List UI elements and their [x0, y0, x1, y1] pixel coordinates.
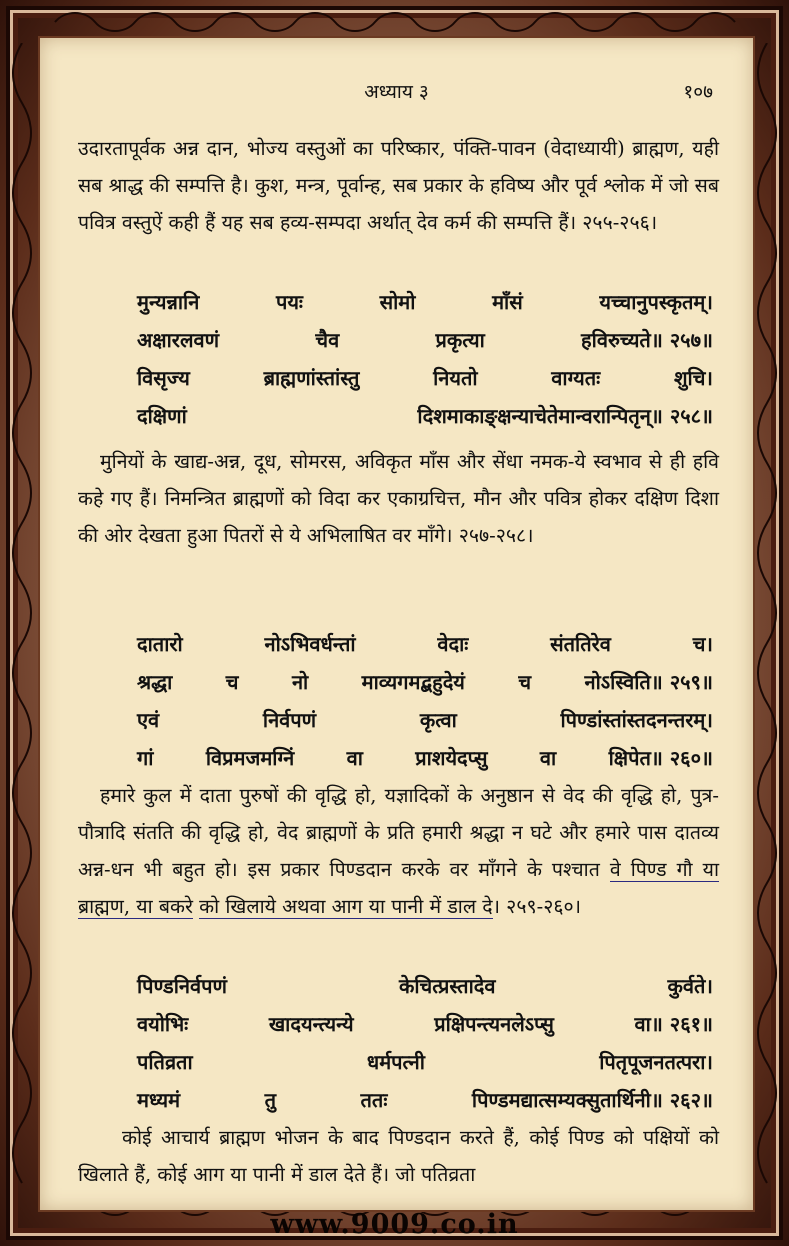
paragraph-3 — [78, 777, 719, 925]
verse-word: माव्यगमद्बहुदेयं — [361, 670, 465, 694]
verse-word: वा — [346, 746, 363, 770]
verse-word: वयोभिः — [137, 1012, 189, 1036]
verse-word: वा — [539, 746, 557, 770]
verse-line — [137, 625, 713, 663]
verse-word: यच्चानुपस्कृतम्। — [599, 290, 713, 314]
paragraph-3-text-start: हमारे कुल में दाता पुरुषों की वृद्धि हो, यज्ञादिकों के अनुष्ठान से वेद की वृद्धि हो, पुत्र-पौत्रादि संतति की वृद्धि हो, वेद ब्राह्मणों के प्रति हमारी श्रद्धा न घटे और हमारे पास दातव्य अन्न-धन भी बहुत हो। इस प्रकार पिण्डदान करके वर माँगने के पश्चात — [78, 784, 719, 881]
verse-word: दिशमाकाङ्क्षन्याचेतेमान्वरान्पितृन्॥ २५८॥ — [417, 404, 713, 428]
verse-word: च। — [692, 632, 713, 656]
verse-word: श्रद्धा — [137, 670, 173, 694]
verse-block-2 — [137, 625, 713, 777]
verse-word: नियतो — [433, 366, 478, 390]
verse-word: कुर्वते। — [667, 974, 713, 998]
page-number: १०७ — [683, 81, 713, 103]
verse-word: केचित्प्रस्तादेव — [398, 974, 496, 998]
verse-word: प्रक्षिपन्त्यनलेऽप्सु — [434, 1012, 554, 1036]
verse-line — [137, 321, 713, 359]
verse-word: प्राशयेदप्सु — [415, 746, 488, 770]
verse-word: पिण्डमद्यात्सम्यक्सुतार्थिनी॥ २६२॥ — [471, 1088, 713, 1112]
verse-line — [137, 397, 713, 435]
book-page — [38, 36, 755, 1212]
verse-block-1 — [137, 283, 713, 435]
verse-line — [137, 359, 713, 397]
verse-word: गां — [137, 746, 154, 770]
verse-word: माँसं — [492, 290, 523, 314]
verse-word: पिण्डनिर्वपणं — [137, 974, 227, 998]
verse-word: विसृज्य — [137, 366, 190, 390]
verse-block-3 — [137, 967, 713, 1119]
verse-word: पितृपूजनतत्परा। — [599, 1050, 713, 1074]
verse-line — [137, 663, 713, 701]
right-ornament — [753, 40, 781, 1206]
verse-word: सोमो — [379, 290, 416, 314]
verse-word: च — [518, 670, 532, 694]
verse-word: नोऽस्विति॥ २५९॥ — [584, 670, 713, 694]
verse-line — [137, 1043, 713, 1081]
website-footer: www.9009.co.in — [270, 1209, 519, 1240]
paragraph-1: उदारतापूर्वक अन्न दान, भोज्य वस्तुओं का परिष्कार, पंक्ति-पावन (वेदाध्यायी) ब्राह्मण, यही सब श्राद्ध की सम्पत्ति है। कुश, मन्त्र, पूर्वान्ह, सब प्रकार के हविष्य और पूर्व श्लोक में जो सब पवित्र वस्तुऐं कही हैं यह सब हव्य-सम्पदा अर्थात् देव कर्म की सम्पत्ति हैं। २५५-२५६। — [78, 137, 719, 234]
verse-word: पतिव्रता — [137, 1050, 193, 1074]
verse-word: तु — [264, 1088, 276, 1112]
paragraph-4: कोई आचार्य ब्राह्मण भोजन के बाद पिण्डदान करते हैं, कोई पिण्ड को पक्षियों को खिलाते हैं, कोई आग या पानी में डाल देते हैं। जो पतिव्रता — [78, 1126, 719, 1186]
paragraph-3-text-end: । २५९-२६०। — [492, 895, 582, 918]
verse-word: च — [225, 670, 239, 694]
verse-word: शुचि। — [673, 366, 713, 390]
verse-word: निर्वपणं — [262, 708, 317, 732]
top-ornament — [40, 8, 749, 36]
verse-word: मध्यमं — [137, 1088, 181, 1112]
verse-line — [137, 967, 713, 1005]
verse-line — [137, 283, 713, 321]
verse-word: प्रकृत्या — [435, 328, 485, 352]
verse-line — [137, 1005, 713, 1043]
verse-word: वा॥ २६१॥ — [634, 1012, 713, 1036]
underlined-phrase-1: वे पिण्ड गौ या ब्राह्मण, या बकरे — [78, 858, 719, 918]
verse-word: कृत्वा — [419, 708, 457, 732]
verse-word: ब्राह्मणांस्तांस्तु — [263, 366, 360, 390]
page-header — [40, 78, 753, 108]
verse-word: अक्षारलवणं — [137, 328, 220, 352]
paragraph-2: मुनियों के खाद्य-अन्न, दूध, सोमरस, अविकृत माँस और सेंधा नमक-ये स्वभाव से ही हवि कहे गए हैं। निमन्त्रित ब्राह्मणों को विदा कर एकाग्रचित्त, मौन और पवित्र होकर दक्षिण दिशा की ओर देखता हुआ पितरों से ये अभिलाषित वर माँगे। २५७-२५८। — [78, 450, 719, 547]
verse-word: वाग्यतः — [551, 366, 601, 390]
left-ornament — [8, 40, 36, 1206]
verse-word: वेदाः — [437, 632, 469, 656]
verse-word: पयः — [275, 290, 303, 314]
chapter-title: अध्याय ३ — [364, 81, 429, 103]
verse-word: मुन्यन्नानि — [137, 290, 200, 314]
verse-word: धर्मपत्नी — [366, 1050, 425, 1074]
verse-word: नोऽभिवर्धन्तां — [264, 632, 356, 656]
verse-line — [137, 739, 713, 777]
underlined-phrase-2: को खिलाये अथवा आग या पानी में डाल दे — [199, 895, 493, 918]
verse-word: नो — [291, 670, 309, 694]
verse-word: क्षिपेत॥ २६०॥ — [608, 746, 713, 770]
verse-word: दक्षिणां — [137, 404, 187, 428]
verse-word: विप्रमजमग्निं — [205, 746, 295, 770]
verse-word: संततिरेव — [550, 632, 611, 656]
verse-line — [137, 1081, 713, 1119]
verse-line — [137, 701, 713, 739]
verse-word: हविरुच्यते॥ २५७॥ — [581, 328, 713, 352]
verse-word: खादयन्त्यन्ये — [268, 1012, 354, 1036]
verse-word: चैव — [315, 328, 340, 352]
verse-word: दातारो — [137, 632, 183, 656]
verse-word: एवं — [137, 708, 160, 732]
verse-word: ततः — [360, 1088, 388, 1112]
verse-word: पिण्डांस्तांस्तदनन्तरम्। — [560, 708, 713, 732]
